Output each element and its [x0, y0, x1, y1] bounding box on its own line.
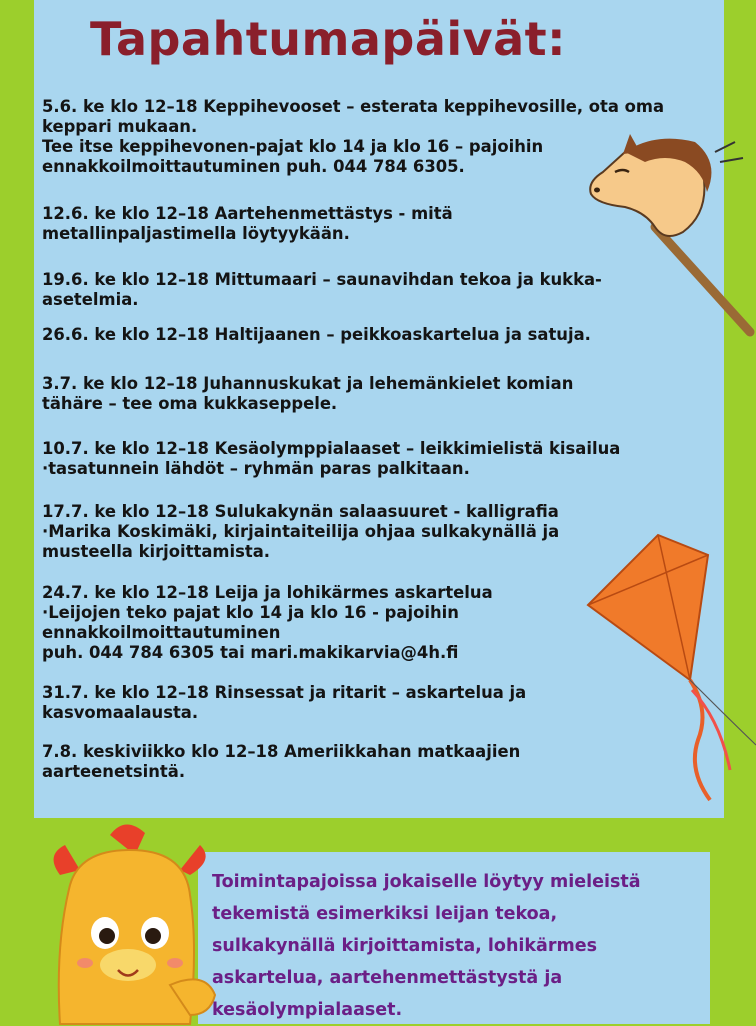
dragon-head	[59, 850, 194, 1024]
event-line: musteella kirjoittamista.	[42, 542, 270, 561]
event-line: ·Marika Koskimäki, kirjaintaiteilija ohjaa sulkakynällä ja	[42, 522, 560, 541]
event-line: asetelmia.	[42, 290, 139, 309]
info-line: askartelua, aartehenmettästystä ja	[212, 968, 563, 988]
event-line: puh. 044 784 6305 tai mari.makikarvia@4h.fi	[42, 643, 459, 662]
event-line: metallinpaljastimella löytyykään.	[42, 224, 350, 243]
horse-stick	[655, 227, 750, 332]
event-line: 31.7. ke klo 12–18 Rinsessat ja ritarit – askartelua ja	[42, 683, 527, 702]
event-line: 24.7. ke klo 12–18 Leija ja lohikärmes askartelua	[42, 583, 493, 602]
event-line: 5.6. ke klo 12–18 Keppihevooset – esterata keppihevosille, ota oma	[42, 97, 665, 116]
event-line: 10.7. ke klo 12–18 Kesäolymppialaaset – leikkimielistä kisailua	[42, 439, 621, 458]
event-line: tähäre – tee oma kukkaseppele.	[42, 394, 338, 413]
event-line: 26.6. ke klo 12–18 Haltijaanen – peikkoaskartelua ja satuja.	[42, 325, 591, 344]
dragon-ear	[180, 845, 206, 875]
dragon-mascot-icon	[40, 815, 220, 1024]
event-line: 17.7. ke klo 12–18 Sulukakynän salaasuuret - kalligrafia	[42, 502, 559, 521]
kite-icon	[580, 530, 756, 810]
info-line: kesäolympialaaset.	[212, 1000, 403, 1020]
hobby-horse-icon	[585, 132, 756, 347]
event-line: Tee itse keppihevonen-pajat klo 14 ja klo 16 – pajoihin	[42, 137, 544, 156]
event-line: kasvomaalausta.	[42, 703, 199, 722]
info-line: sulkakynällä kirjoittamista, lohikärmes	[212, 936, 597, 956]
kite-body	[588, 535, 708, 680]
event-line: aarteenetsintä.	[42, 762, 186, 781]
event-line: ennakkoilmoittautuminen puh. 044 784 6305.	[42, 157, 465, 176]
event-line: 19.6. ke klo 12–18 Mittumaari – saunavihdan tekoa ja kukka-	[42, 270, 602, 289]
event-line: 12.6. ke klo 12–18 Aartehenmettästys - mitä	[42, 204, 453, 223]
event-line: 3.7. ke klo 12–18 Juhannuskukat ja lehemänkielet komian	[42, 374, 574, 393]
page-title: Tapahtumapäivät:	[90, 12, 567, 66]
dragon-cheek	[77, 958, 93, 968]
info-text	[212, 866, 682, 1026]
dragon-cheek	[167, 958, 183, 968]
horse-ear	[623, 134, 640, 154]
kite-ribbon	[692, 690, 730, 770]
motion-lines	[715, 142, 743, 162]
event-line: keppari mukaan.	[42, 117, 198, 136]
dragon-pupil	[99, 928, 115, 944]
event-item	[42, 439, 692, 479]
info-line: tekemistä esimerkiksi leijan tekoa,	[212, 904, 558, 924]
horse-nostril	[594, 188, 600, 193]
event-line: ennakkoilmoittautuminen	[42, 623, 281, 642]
event-line: ·Leijojen teko pajat klo 14 ja klo 16 - pajoihin	[42, 603, 459, 622]
event-line: 7.8. keskiviikko klo 12–18 Ameriikkahan matkaajien	[42, 742, 521, 761]
event-line: ·tasatunnein lähdöt – ryhmän paras palkitaan.	[42, 459, 470, 478]
dragon-pupil	[145, 928, 161, 944]
event-item	[42, 374, 692, 414]
info-line: Toimintapajoissa jokaiselle löytyy mieleistä	[212, 872, 641, 892]
